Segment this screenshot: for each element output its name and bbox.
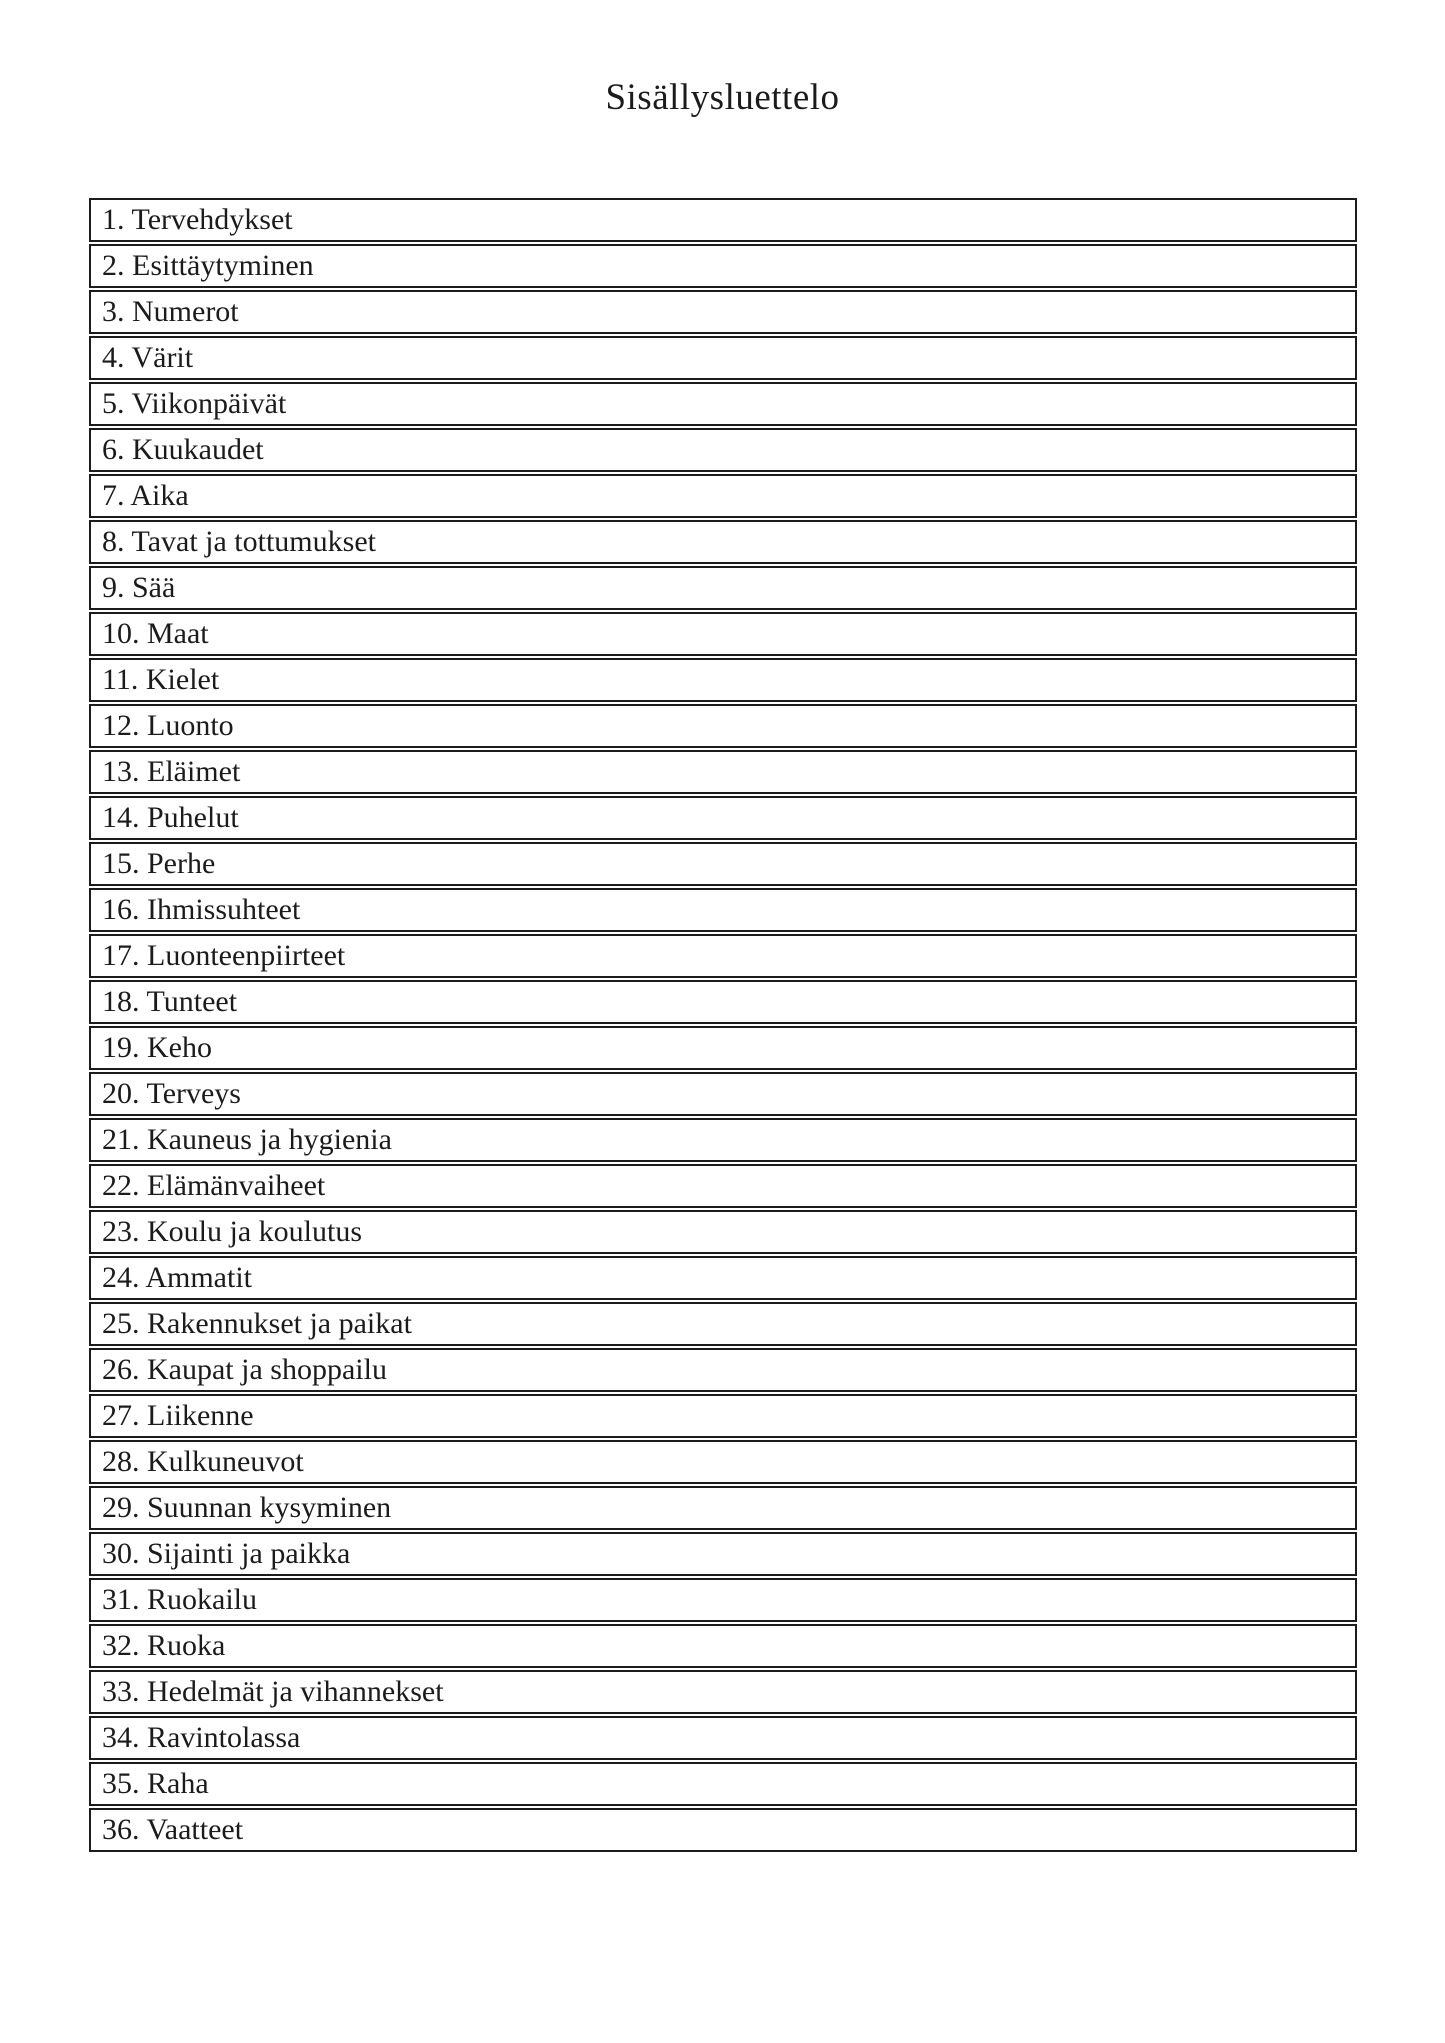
toc-row: 2. Esittäytyminen xyxy=(89,244,1357,288)
toc-row: 35. Raha xyxy=(89,1762,1357,1806)
toc-row: 17. Luonteenpiirteet xyxy=(89,934,1357,978)
toc-row: 12. Luonto xyxy=(89,704,1357,748)
toc-row: 25. Rakennukset ja paikat xyxy=(89,1302,1357,1346)
toc-row: 11. Kielet xyxy=(89,658,1357,702)
table-of-contents xyxy=(89,198,1357,1852)
toc-row: 20. Terveys xyxy=(89,1072,1357,1116)
toc-row: 34. Ravintolassa xyxy=(89,1716,1357,1760)
toc-row: 23. Koulu ja koulutus xyxy=(89,1210,1357,1254)
toc-row: 16. Ihmissuhteet xyxy=(89,888,1357,932)
toc-row: 7. Aika xyxy=(89,474,1357,518)
toc-row: 31. Ruokailu xyxy=(89,1578,1357,1622)
toc-row: 27. Liikenne xyxy=(89,1394,1357,1438)
page-title: Sisällysluettelo xyxy=(605,77,840,118)
toc-row: 13. Eläimet xyxy=(89,750,1357,794)
toc-row: 15. Perhe xyxy=(89,842,1357,886)
toc-row: 30. Sijainti ja paikka xyxy=(89,1532,1357,1576)
toc-row: 9. Sää xyxy=(89,566,1357,610)
toc-row: 14. Puhelut xyxy=(89,796,1357,840)
toc-row: 5. Viikonpäivät xyxy=(89,382,1357,426)
toc-row: 18. Tunteet xyxy=(89,980,1357,1024)
toc-row: 32. Ruoka xyxy=(89,1624,1357,1668)
toc-row: 36. Vaatteet xyxy=(89,1808,1357,1852)
toc-row: 10. Maat xyxy=(89,612,1357,656)
toc-row: 22. Elämänvaiheet xyxy=(89,1164,1357,1208)
toc-row: 24. Ammatit xyxy=(89,1256,1357,1300)
toc-row: 6. Kuukaudet xyxy=(89,428,1357,472)
toc-row: 28. Kulkuneuvot xyxy=(89,1440,1357,1484)
toc-row: 26. Kaupat ja shoppailu xyxy=(89,1348,1357,1392)
toc-row: 3. Numerot xyxy=(89,290,1357,334)
toc-row: 21. Kauneus ja hygienia xyxy=(89,1118,1357,1162)
toc-row: 4. Värit xyxy=(89,336,1357,380)
toc-row: 33. Hedelmät ja vihannekset xyxy=(89,1670,1357,1714)
toc-row: 1. Tervehdykset xyxy=(89,198,1357,242)
toc-row: 8. Tavat ja tottumukset xyxy=(89,520,1357,564)
toc-row: 19. Keho xyxy=(89,1026,1357,1070)
toc-row: 29. Suunnan kysyminen xyxy=(89,1486,1357,1530)
